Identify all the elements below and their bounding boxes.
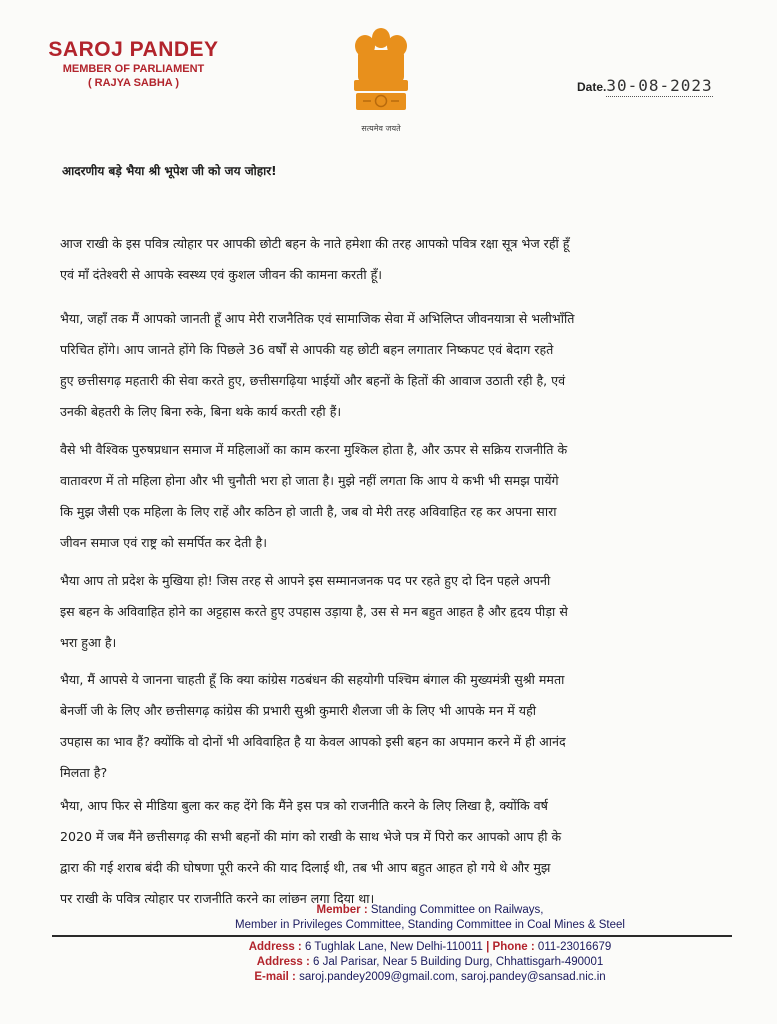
address-label-2: Address : — [256, 956, 310, 968]
paragraph-line: हुए छत्तीसगढ़ महतारी की सेवा करते हुए, छत्तीसगढ़िया भाईयों और बहनों के हितों की आवाज उठाती रही है, एवं — [60, 373, 566, 388]
letter-paragraph — [60, 664, 725, 788]
member-label: Member : — [316, 904, 368, 916]
letter-paragraph — [60, 565, 725, 658]
footer-membership — [120, 903, 740, 933]
paragraph-line: वैसे भी वैश्विक पुरुषप्रधान समाज में महिलाओं का काम करना मुश्किल होता है, और ऊपर से सक्रिय राजनीति के — [60, 442, 568, 457]
paragraph-line: द्वारा की गई शराब बंदी की घोषणा पूरी करने की याद दिलाई थी, तब भी आप बहुत आहत हो गये थे और मुझ — [60, 860, 551, 875]
paragraph-line: कि मुझ जैसी एक महिला के लिए राहें और कठिन हो जाती है, जब वो मेरी तरह अविवाहित रह कर अपना सारा — [60, 504, 557, 519]
sender-name: SAROJ PANDEY — [48, 38, 219, 61]
letter-paragraph — [60, 228, 725, 290]
date-label: Date. — [577, 80, 607, 94]
address-label: Address : — [248, 941, 302, 953]
phone-label: Phone : — [492, 941, 535, 953]
paragraph-line: इस बहन के अविवाहित होने का अट्टहास करते हुए उपहास उड़ाया है, उस से मन बहुत आहत है और हृदय पीड़ा से — [60, 604, 568, 619]
paragraph-line: उनकी बेहतरी के लिए बिना रुके, बिना थके कार्य करती रही हैं। — [60, 404, 342, 419]
letter-paragraph — [60, 790, 725, 914]
address-line-2 — [120, 955, 740, 970]
paragraph-line: भैया, मैं आपसे ये जानना चाहती हूँ कि क्या कांग्रेस गठबंधन की सहयोगी पश्चिम बंगाल की मुख्यमंत्री सुश्री ममता — [60, 672, 565, 687]
date-value: 30-08-2023 — [606, 76, 713, 95]
member-text-1: Standing Committee on Railways, — [370, 904, 544, 916]
email-label: E-mail : — [254, 971, 296, 983]
paragraph-line: भैया, आप फिर से मीडिया बुला कर कह देंगे कि मैंने इस पत्र को राजनीति करने के लिए लिखा है, क्योंकि वर्ष — [60, 798, 548, 813]
member-line-1 — [120, 903, 740, 918]
paragraph-line: पर राखी के पवित्र त्योहार पर राजनीति करने का लांछन लगा दिया था। — [60, 891, 375, 906]
paragraph-line: भैया आप तो प्रदेश के मुखिया हो! जिस तरह से आपने इस सम्मानजनक पद पर रहते हुए दो दिन पहले अपनी — [60, 573, 551, 588]
address-line-1: Address : 6 Tughlak Lane, New Delhi-110011 | Phone : 011-23016679 — [248, 941, 612, 953]
email-value[interactable]: saroj.pandey2009@gmail.com, saroj.pandey@sansad.nic.in — [299, 971, 606, 983]
paragraph-line: परिचित होंगे। आप जानते होंगे कि पिछले 36 वर्षों से आपकी यह छोटी बहन लगातार निष्कपट एवं बेदाग रहते — [60, 342, 554, 357]
paragraph-line: आज राखी के इस पवित्र त्योहार पर आपकी छोटी बहन के नाते हमेशा की तरह आपको पवित्र रक्षा सूत्र भेज रहीं हूँ — [60, 236, 570, 251]
paragraph-line: भरा हुआ है। — [60, 635, 117, 650]
address-2: 6 Jal Parisar, Near 5 Building Durg, Chhattisgarh-490001 — [313, 956, 604, 968]
paragraph-line: एवं माँ दंतेश्वरी से आपके स्वस्थ्य एवं कुशल जीवन की कामना करती हूँ। — [60, 267, 383, 282]
paragraph-line: मिलता है? — [60, 765, 108, 780]
letter-paragraph — [60, 303, 725, 427]
member-text-2: Member in Privileges Committee, Standing Committee in Coal Mines & Steel — [235, 919, 625, 931]
letter-paragraph — [60, 434, 725, 558]
email-line — [120, 970, 740, 985]
sender-house: ( RAJYA SABHA ) — [87, 77, 180, 89]
paragraph-line: भैया, जहाँ तक मैं आपको जानती हूँ आप मेरी राजनैतिक एवं सामाजिक सेवा में अभिलिप्त जीवनयात्रा से भलीभाँति — [60, 311, 575, 326]
salutation: आदरणीय बड़े भैया श्री भूपेश जी को जय जोहार! — [62, 164, 277, 178]
letterhead-sender — [36, 38, 231, 90]
paragraph-line: बेनर्जी जी के लिए और छत्तीसगढ़ कांग्रेस की प्रभारी सुश्री कुमारी शैलजा जी के लिए भी आपके मन में यही — [60, 703, 537, 718]
paragraph-line: 2020 में जब मैंने छत्तीसगढ़ की सभी बहनों की मांग को राखी के साथ भेजे पत्र में पिरो कर आपको आप ही के — [60, 829, 562, 844]
sender-title: MEMBER OF PARLIAMENT — [62, 63, 205, 75]
date-field — [577, 76, 713, 95]
national-emblem-icon — [345, 24, 417, 120]
address-1: 6 Tughlak Lane, New Delhi-110011 — [304, 941, 483, 953]
footer-contact — [120, 940, 740, 985]
emblem-motto: सत्यमेव जयते — [361, 124, 401, 133]
paragraph-line: वातावरण में तो महिला होना और भी चुनौती भरा हो जाता है। मुझे नहीं लगता कि आप ये कभी भी समझ पायेंगे — [60, 473, 559, 488]
paragraph-line: उपहास का भाव हैं? क्योंकि वो दोनों भी अविवाहित है या केवल आपको इसी बहन का अपमान करने में ही आनंद — [60, 734, 566, 749]
footer-divider — [52, 935, 732, 937]
paragraph-line: जीवन समाज एवं राष्ट्र को समर्पित कर देती है। — [60, 535, 267, 550]
phone-value: 011-23016679 — [537, 941, 612, 953]
